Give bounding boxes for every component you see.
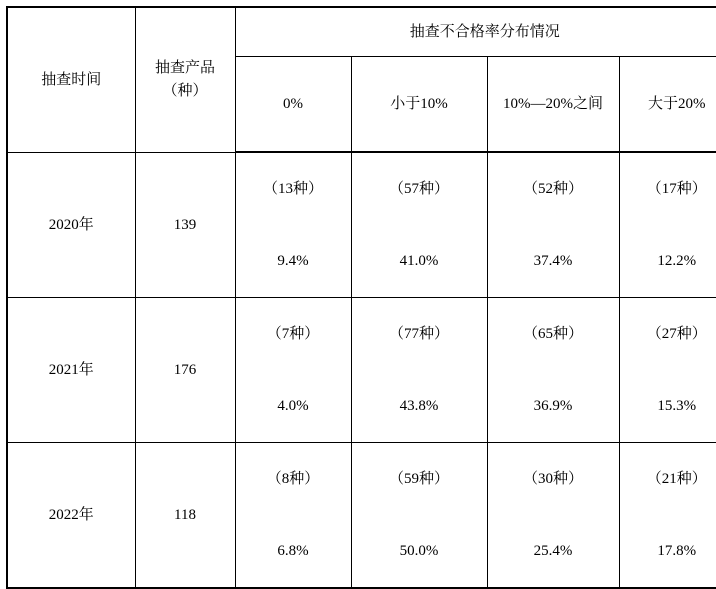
cell-2021-under10-count: （77种） [351,298,487,371]
cell-2021-under10-percent: 43.8% [351,370,487,443]
cell-2021-rate0-percent: 4.0% [235,370,351,443]
header-rate-over-20: 大于20% [619,57,716,153]
sampling-inspection-table [6,6,716,589]
cell-2020-rate0-percent: 9.4% [235,225,351,298]
cell-2021-rate0-count: （7种） [235,298,351,371]
cell-2021-10to20-count: （65种） [487,298,619,371]
header-rate-0: 0% [235,57,351,153]
cell-2022-under10-percent: 50.0% [351,515,487,588]
cell-2022-10to20-count: （30种） [487,443,619,516]
cell-2022-under10-count: （59种） [351,443,487,516]
cell-2020-10to20-percent: 37.4% [487,225,619,298]
cell-2020-10to20-count: （52种） [487,152,619,225]
cell-2020-rate0-count: （13种） [235,152,351,225]
table-header-row-1 [7,7,716,57]
cell-2020-under10-percent: 41.0% [351,225,487,298]
cell-2021-over20-count: （27种） [619,298,716,371]
row-year-2022: 2022年 [7,443,135,589]
cell-2020-under10-count: （57种） [351,152,487,225]
header-rate-10-to-20: 10%—20%之间 [487,57,619,153]
cell-2021-10to20-percent: 36.9% [487,370,619,443]
row-year-2020: 2020年 [7,152,135,298]
header-rate-under-10: 小于10% [351,57,487,153]
cell-2022-rate0-count: （8种） [235,443,351,516]
cell-2021-over20-percent: 15.3% [619,370,716,443]
row-product-count-2021: 176 [135,298,235,443]
cell-2022-over20-percent: 17.8% [619,515,716,588]
cell-2022-10to20-percent: 25.4% [487,515,619,588]
cell-2022-rate0-percent: 6.8% [235,515,351,588]
cell-2020-over20-percent: 12.2% [619,225,716,298]
row-product-count-2022: 118 [135,443,235,589]
row-product-count-2020: 139 [135,152,235,298]
header-failure-rate-distribution: 抽查不合格率分布情况 [235,7,716,57]
row-year-2021: 2021年 [7,298,135,443]
header-inspection-product: 抽查产品（种） [135,7,235,152]
table-row [7,298,716,371]
table-row [7,443,716,516]
document-page [0,6,716,586]
table-row [7,152,716,225]
cell-2020-over20-count: （17种） [619,152,716,225]
cell-2022-over20-count: （21种） [619,443,716,516]
header-inspection-time: 抽查时间 [7,7,135,152]
